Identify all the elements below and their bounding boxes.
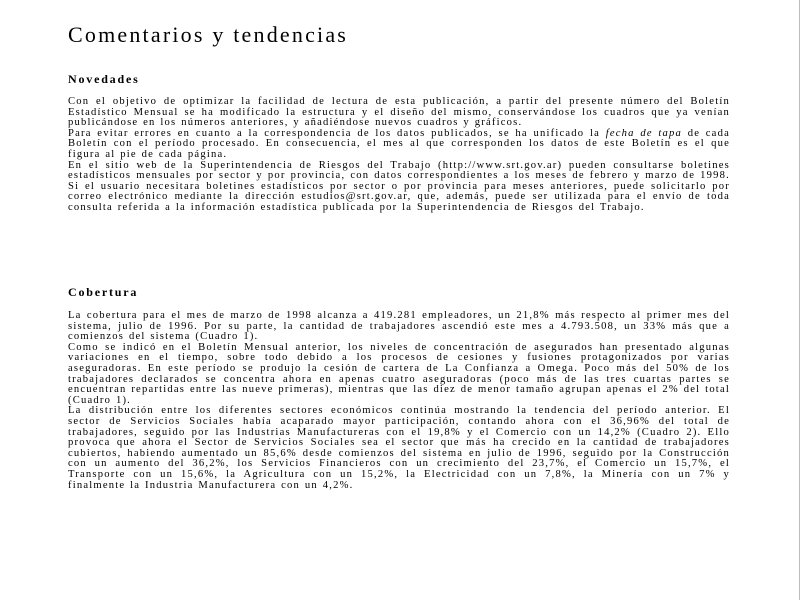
section-body-novedades: [68, 97, 730, 214]
paragraph-text: de cada Boletín con el período procesado. En consecuencia, el mes al que corresponden los datos de este Boletín es el que figura al pie de cada página.: [68, 127, 730, 160]
section-heading-novedades: Novedades: [68, 72, 140, 86]
section-body-cobertura: [68, 311, 730, 491]
paragraph: [68, 129, 730, 161]
paragraph: Como se indicó en el Boletín Mensual anterior, los niveles de concentración de asegurados han presentado algunas variaciones en el tiempo, sobre todo debido a los procesos de cesiones y fusiones protagonizados por varias aseguradoras. En este período se produjo la cesión de cartera de La Confianza a Omega. Poco más del 50% de los trabajadores declarados se concentra ahora en apenas cuatro aseguradoras (poco más de las tres cuartas partes se encuentran repartidas entre las nueve primeras), mientras que las diez de menor tamaño agrupan apenas el 2% del total (Cuadro 1).: [68, 341, 730, 406]
page-title: Comentarios y tendencias: [68, 22, 349, 47]
paragraph: La cobertura para el mes de marzo de 1998 alcanza a 419.281 empleadores, un 21,8% más respecto al primer mes del sistema, julio de 1996. Por su parte, la cantidad de trabajadores ascendió este mes a 4.793.508, un 33% más que a comienzos del sistema (Cuadro 1).: [68, 310, 730, 343]
section-heading-cobertura: Cobertura: [68, 285, 139, 299]
paragraph: En el sitio web de la Superintendencia de Riesgos del Trabajo (http://www.srt.gov.ar) pueden consultarse boletines estadísticos mensuales por sector y por provincia, con datos correspondientes a los meses de febrero y marzo de 1998. Si el usuario necesitara boletines estadísticos por sector o por provincia para meses anteriores, puede solicitarlo por correo electrónico mediante la dirección estudios@srt.gov.ar, que, además, puede ser utilizada para el envío de toda consulta referida a la información estadística publicada por la Superintendencia de Riesgos del Trabajo.: [68, 159, 730, 213]
italic-term: fecha de tapa: [605, 127, 683, 139]
paragraph: Con el objetivo de optimizar la facilidad de lectura de esta publicación, a partir del presente número del Boletín Estadístico Mensual se ha modificado la estructura y el diseño del mismo, conservándose los cuadros que ya venían publicándose en los números anteriores, y añadiéndose nuevos cuadros y gráficos.: [68, 96, 730, 129]
paragraph-text: Para evitar errores en cuanto a la correspondencia de los datos publicados, se ha unificado la: [68, 127, 606, 139]
paragraph: La distribución entre los diferentes sectores económicos continúa mostrando la tendencia del período anterior. El sector de Servicios Sociales había acaparado mayor participación, contando ahora con el 36,96% del total de trabajadores, seguido por las Industrias Manufactureras con el 19,8% y el Comercio con un 14,2% (Cuadro 2). Ello provoca que ahora el Sector de Servicios Sociales sea el sector que más ha crecido en la cantidad de trabajadores cubiertos, habiendo aumentado un 85,6% desde comienzos del sistema en julio de 1996, seguido por la Construcción con un aumento del 36,2%, los Servicios Financieros con un crecimiento del 23,7%, el Comercio un 15,7%, el Transporte con un 15,6%, la Agricultura con un 15,2%, la Electricidad con un 7,8%, la Minería con un 7% y finalmente la Industria Manufacturera con un 4,2%.: [68, 405, 730, 491]
